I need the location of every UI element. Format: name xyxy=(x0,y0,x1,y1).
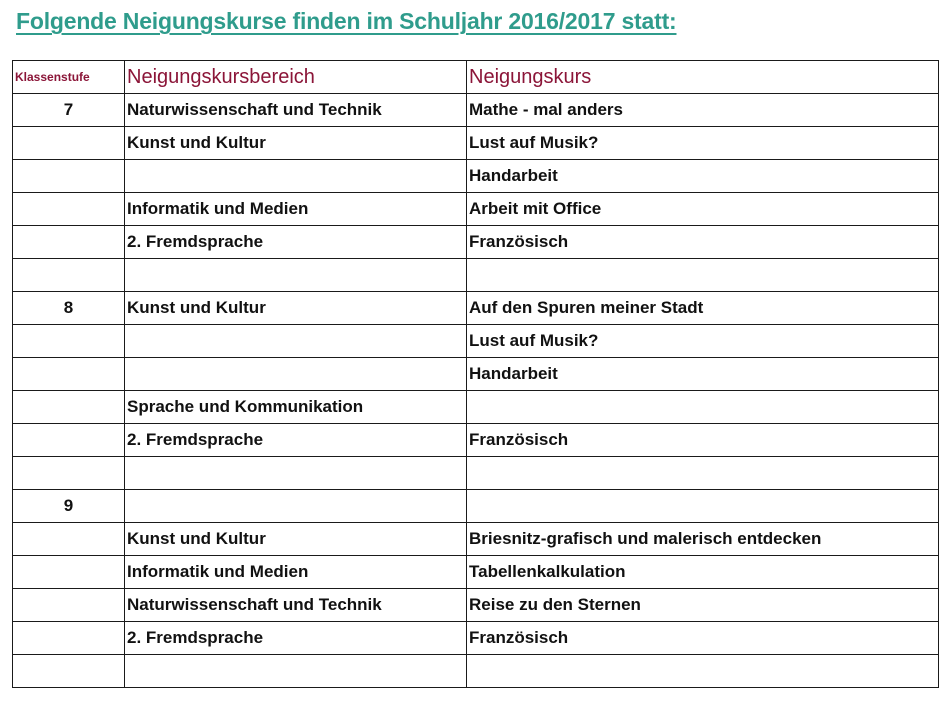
column-header-area: Neigungskursbereich xyxy=(125,61,467,94)
table-row xyxy=(13,127,939,160)
grade-cell xyxy=(13,655,125,688)
column-header-grade: Klassenstufe xyxy=(13,61,125,94)
table-row xyxy=(13,94,939,127)
header-row xyxy=(13,61,939,94)
area-cell: Naturwissenschaft und Technik xyxy=(125,589,467,622)
grade-cell: 9 xyxy=(13,490,125,523)
table-row xyxy=(13,391,939,424)
table-row xyxy=(13,193,939,226)
course-cell: Handarbeit xyxy=(467,358,939,391)
table-row xyxy=(13,358,939,391)
table-row xyxy=(13,655,939,688)
area-cell: Kunst und Kultur xyxy=(125,127,467,160)
course-cell: Französisch xyxy=(467,226,939,259)
area-cell: 2. Fremdsprache xyxy=(125,226,467,259)
grade-cell xyxy=(13,325,125,358)
area-cell: 2. Fremdsprache xyxy=(125,424,467,457)
table-row xyxy=(13,622,939,655)
area-cell: Kunst und Kultur xyxy=(125,523,467,556)
table-row xyxy=(13,325,939,358)
course-cell: Arbeit mit Office xyxy=(467,193,939,226)
course-cell xyxy=(467,457,939,490)
table-row xyxy=(13,226,939,259)
table-row xyxy=(13,556,939,589)
grade-cell xyxy=(13,226,125,259)
grade-cell xyxy=(13,424,125,457)
course-cell xyxy=(467,259,939,292)
grade-cell xyxy=(13,193,125,226)
area-cell xyxy=(125,259,467,292)
column-header-course: Neigungskurs xyxy=(467,61,939,94)
table-row xyxy=(13,490,939,523)
area-cell: Informatik und Medien xyxy=(125,193,467,226)
course-cell: Lust auf Musik? xyxy=(467,325,939,358)
grade-cell xyxy=(13,391,125,424)
course-cell: Französisch xyxy=(467,424,939,457)
area-cell: Naturwissenschaft und Technik xyxy=(125,94,467,127)
course-cell: Auf den Spuren meiner Stadt xyxy=(467,292,939,325)
table-row xyxy=(13,457,939,490)
grade-cell: 8 xyxy=(13,292,125,325)
table-row xyxy=(13,292,939,325)
course-cell: Tabellenkalkulation xyxy=(467,556,939,589)
area-cell xyxy=(125,457,467,490)
area-cell xyxy=(125,490,467,523)
area-cell xyxy=(125,358,467,391)
grade-cell xyxy=(13,358,125,391)
area-cell: 2. Fremdsprache xyxy=(125,622,467,655)
table-body xyxy=(13,94,939,688)
table-row xyxy=(13,160,939,193)
course-cell xyxy=(467,490,939,523)
grade-cell xyxy=(13,523,125,556)
grade-cell xyxy=(13,622,125,655)
grade-cell xyxy=(13,589,125,622)
grade-cell xyxy=(13,259,125,292)
course-cell xyxy=(467,655,939,688)
grade-cell xyxy=(13,127,125,160)
table-row xyxy=(13,424,939,457)
table-row xyxy=(13,259,939,292)
area-cell: Kunst und Kultur xyxy=(125,292,467,325)
course-cell: Reise zu den Sternen xyxy=(467,589,939,622)
course-cell: Mathe - mal anders xyxy=(467,94,939,127)
area-cell xyxy=(125,655,467,688)
area-cell xyxy=(125,325,467,358)
course-table xyxy=(12,60,939,688)
grade-cell xyxy=(13,457,125,490)
area-cell xyxy=(125,160,467,193)
grade-cell xyxy=(13,160,125,193)
grade-cell: 7 xyxy=(13,94,125,127)
course-cell: Lust auf Musik? xyxy=(467,127,939,160)
area-cell: Sprache und Kommunikation xyxy=(125,391,467,424)
grade-cell xyxy=(13,556,125,589)
course-cell: Französisch xyxy=(467,622,939,655)
area-cell: Informatik und Medien xyxy=(125,556,467,589)
course-cell: Handarbeit xyxy=(467,160,939,193)
page-title: Folgende Neigungskurse finden im Schuljahr 2016/2017 statt: xyxy=(16,8,677,34)
table-row xyxy=(13,523,939,556)
table-row xyxy=(13,589,939,622)
course-cell: Briesnitz-grafisch und malerisch entdecken xyxy=(467,523,939,556)
course-cell xyxy=(467,391,939,424)
